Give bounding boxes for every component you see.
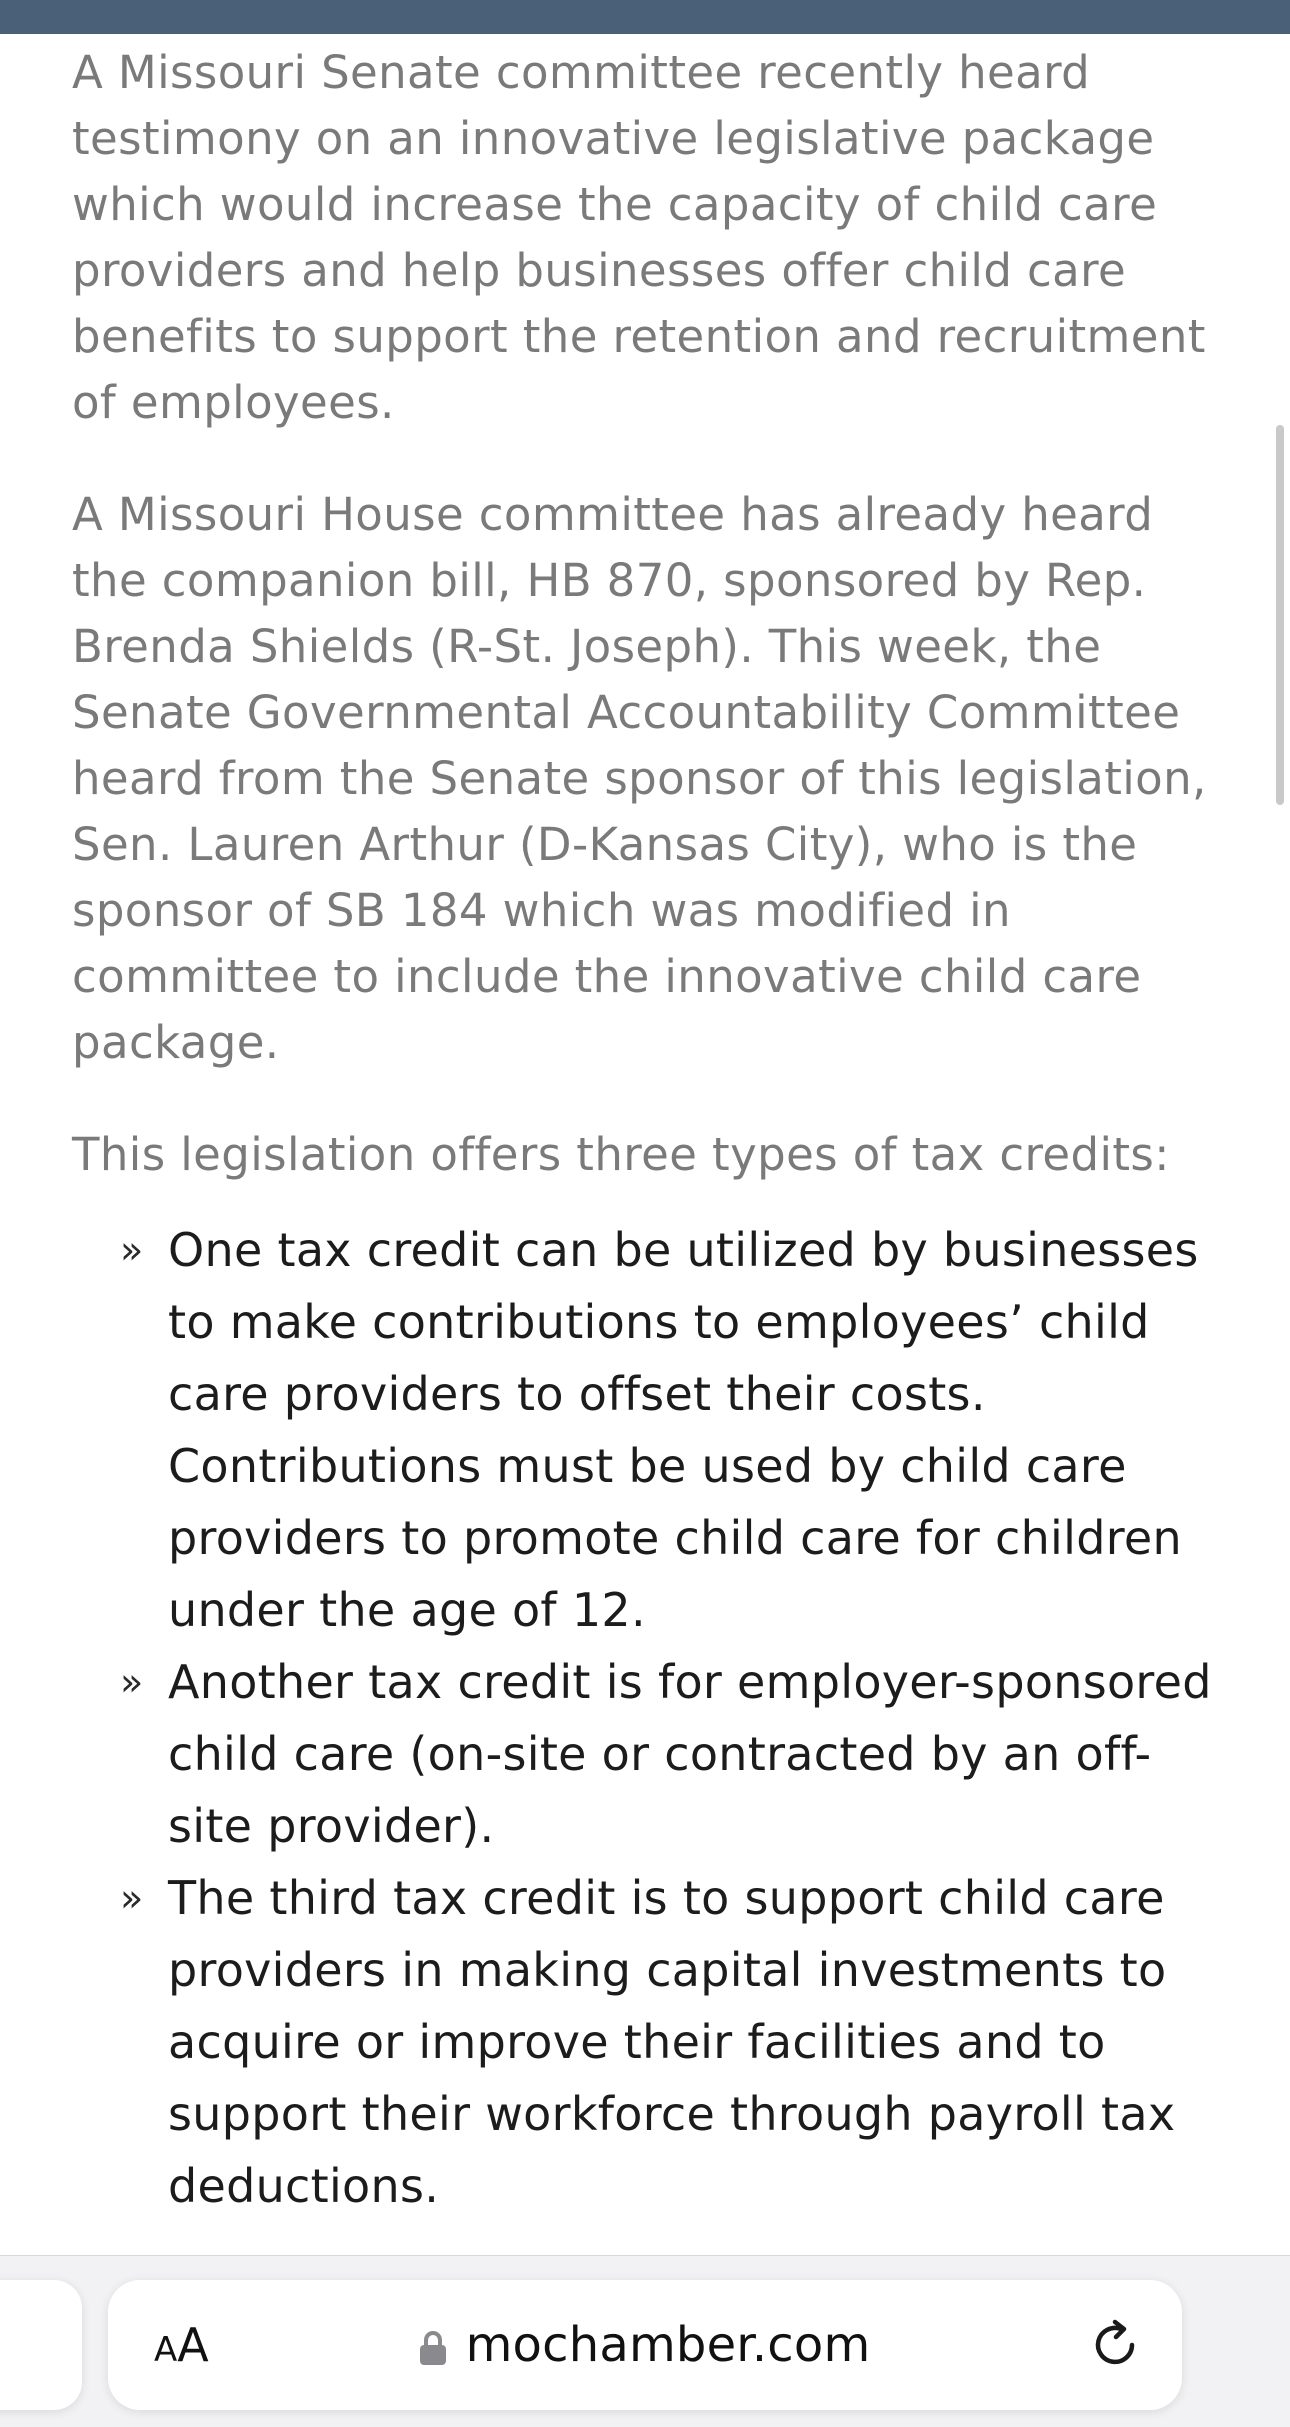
list-item-text: The third tax credit is to support child care providers in making capital investments to acquire or improve their facilities and to support their workforce through payroll tax deductions.	[168, 1871, 1176, 2213]
site-header-strip	[0, 0, 1290, 34]
list-item	[120, 1862, 1232, 2222]
article-paragraph-1: A Missouri Senate committee recently heard testimony on an innovative legislative package which would increase the capacity of child care providers and help businesses offer child care benefits to support the retention and recruitment of employees.	[72, 46, 1206, 429]
tax-credit-list	[72, 1214, 1232, 2222]
previous-tab-preview[interactable]	[0, 2280, 82, 2410]
lock-icon	[420, 2331, 446, 2365]
reader-aa-button[interactable]	[154, 2280, 209, 2410]
chevron-right-icon: »	[120, 1876, 144, 1920]
address-bar[interactable]	[108, 2280, 1182, 2410]
chevron-right-icon: »	[120, 1228, 144, 1272]
aa-small-letter: A	[154, 2330, 178, 2370]
browser-toolbar	[0, 2255, 1290, 2427]
url-text: mochamber.com	[465, 2317, 871, 2373]
aa-large-letter: A	[177, 2318, 209, 2372]
list-item-text: Another tax credit is for employer-sponsored child care (on-site or contracted by an off-site provider).	[168, 1655, 1212, 1853]
article-paragraph-2: A Missouri House committee has already heard the companion bill, HB 870, sponsored by Rep. Brenda Shields (R-St. Joseph). This week, the Senate Governmental Accountability Committee heard from the Senate sponsor of this legislation, Sen. Lauren Arthur (D-Kansas City), who is the sponsor of SB 184 which was modified in committee to include the innovative child care package.	[72, 488, 1207, 1069]
url-display	[108, 2280, 1182, 2410]
list-item	[120, 1214, 1232, 1646]
list-item-text: One tax credit can be utilized by businesses to make contributions to employees’ child care providers to offset their costs. Contributions must be used by child care providers to promote child care for children under the age of 12.	[168, 1223, 1199, 1637]
scrollbar[interactable]	[1276, 425, 1284, 805]
article-body	[72, 40, 1232, 2222]
list-item	[120, 1646, 1232, 1862]
chevron-right-icon: »	[120, 1660, 144, 1704]
article-paragraph-3: This legislation offers three types of tax credits:	[72, 1128, 1170, 1181]
reload-icon[interactable]	[1088, 2318, 1142, 2372]
